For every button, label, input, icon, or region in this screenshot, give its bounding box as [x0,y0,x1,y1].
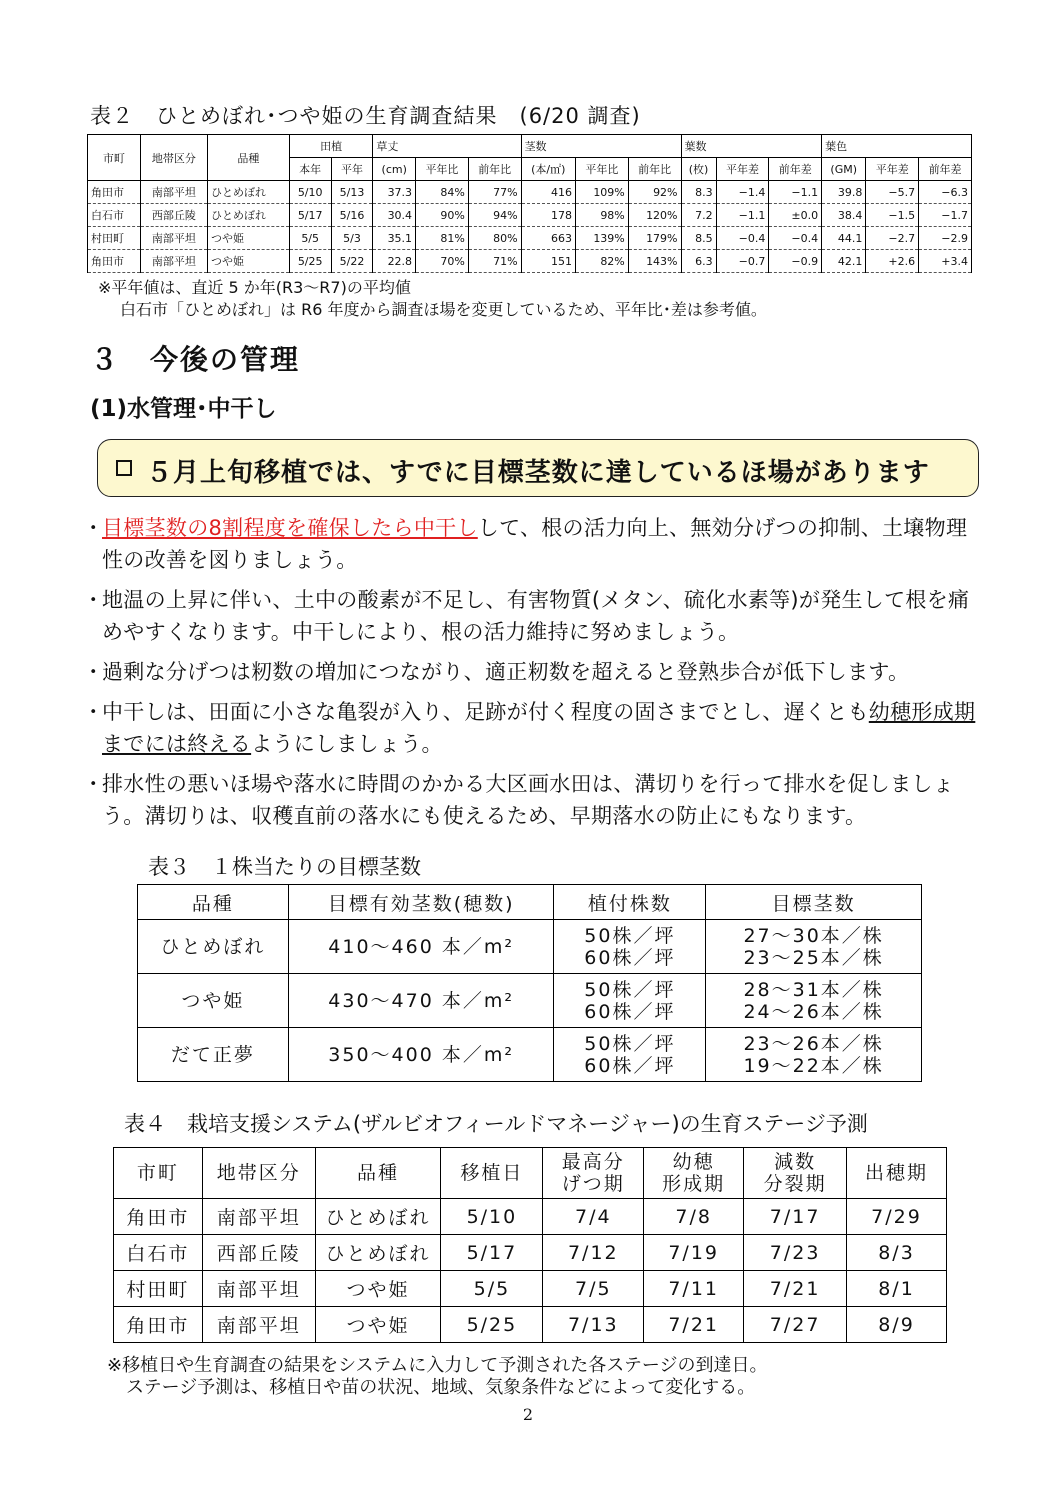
cell-line: 60株／坪 [584,1000,676,1023]
cell: 7/11 [644,1271,744,1307]
table-row [114,1235,947,1271]
list-item [88,656,983,688]
header-city: 市町 [114,1148,203,1199]
cell: 7/13 [543,1307,644,1343]
table-row [138,1028,922,1082]
cell: ひとめぼれ [208,181,290,204]
cell-line: 50株／坪 [584,1032,676,1055]
header-variety: 品種 [138,885,289,920]
cell: −6.3 [919,181,972,204]
cell: 80% [468,227,521,250]
growth-survey-table [87,134,972,273]
header-planting: 田植 [289,135,373,158]
cell: 南部平坦 [202,1271,315,1307]
cell: つや姫 [138,974,289,1028]
bullet-dot: ･ [88,660,99,684]
cell-line: 19～22本／株 [743,1054,884,1077]
cell: 5/3 [331,227,373,250]
cell-line: 23～26本／株 [743,1032,884,1055]
cell: 94% [468,204,521,227]
table-row [88,181,972,204]
cell: −1.7 [919,204,972,227]
cell: 35.1 [373,227,416,250]
header-diff-normal: 平年差 [866,158,919,181]
header-target-stems: 目標茎数 [706,885,922,920]
bullet-dot: ･ [88,772,99,796]
cell: 5/10 [441,1199,543,1235]
cell: 7/5 [543,1271,644,1307]
cell: 8.5 [681,227,716,250]
header-ratio-normal: 平年比 [416,158,469,181]
header-line: 分裂期 [763,1173,827,1195]
cell: 71% [468,250,521,273]
header-zone: 地帯区分 [140,135,207,181]
cell: 南部平坦 [140,250,207,273]
list-item [88,512,983,576]
cell [706,920,922,974]
cell: 白石市 [88,204,141,227]
cell: 角田市 [114,1199,203,1235]
bullet-text-rest: して、根の活力向上、無効分げつの抑制、土壌物理性の改善を図りましょう。 [102,516,968,572]
cell: 5/17 [441,1235,543,1271]
cell: 8/3 [847,1235,947,1271]
header-line: 最高分 [561,1151,625,1173]
cell: −0.9 [769,250,822,273]
cell: −2.9 [919,227,972,250]
bullet-text-post: ようにしましょう。 [251,732,443,756]
list-item [88,768,983,832]
table-row [138,920,922,974]
cell [706,1028,922,1082]
cell: 8.3 [681,181,716,204]
table-row [88,204,972,227]
bullet-text: 排水性の悪いほ場や落水に時間のかかる大区画水田は、溝切りを行って排水を促しましょう。溝切りは、収穫直前の落水にも使えるため、早期落水の防止にもなります。 [102,772,954,828]
header-diff-prev: 前年差 [769,158,822,181]
cell: 7/4 [543,1199,644,1235]
cell: 663 [521,227,575,250]
list-item [88,584,983,648]
cell: 南部平坦 [140,227,207,250]
header-meiosis [744,1148,847,1199]
header-this-year: 本年 [289,158,331,181]
cell-line: 28～31本／株 [743,978,884,1001]
header-line: 減数 [774,1151,817,1173]
cell: 5/17 [289,204,331,227]
cell [554,920,706,974]
cell: つや姫 [208,250,290,273]
page-number: 2 [522,1405,534,1424]
cell-line: 60株／坪 [584,946,676,969]
cell: −1.1 [716,204,769,227]
header-per-m2: (本/㎡) [521,158,575,181]
cell: 南部平坦 [202,1199,315,1235]
cell: 84% [416,181,469,204]
cell [554,974,706,1028]
cell: −1.5 [866,204,919,227]
header-variety: 品種 [315,1148,441,1199]
table2-note-1: ※平年値は、直近 5 か年(R3～R7)の平均値 [98,278,411,297]
table2-note-2: 白石市「ひとめぼれ」は R6 年度から調査ほ場を変更しているため、平年比･差は参考値。 [120,300,767,319]
header-ratio-prev: 前年比 [628,158,681,181]
table3-title: 表３ １株当たりの目標茎数 [148,855,421,879]
bullet-dot: ･ [88,516,99,540]
cell: 38.4 [822,204,866,227]
cell: 角田市 [88,250,141,273]
cell: 5/13 [331,181,373,204]
cell: 5/22 [331,250,373,273]
header-stems: 茎数 [521,135,681,158]
cell: −0.4 [716,227,769,250]
stage-prediction-table [113,1147,947,1343]
cell: 98% [576,204,629,227]
header-max-tiller [543,1148,644,1199]
cell: 7/27 [744,1307,847,1343]
cell: 8/9 [847,1307,947,1343]
cell: 7/17 [744,1199,847,1235]
cell: 5/5 [441,1271,543,1307]
subsection-title: (1)水管理･中干し [90,396,277,422]
cell: −0.4 [769,227,822,250]
cell: ±0.0 [769,204,822,227]
cell: 5/10 [289,181,331,204]
cell: 42.1 [822,250,866,273]
header-diff-normal: 平年差 [716,158,769,181]
header-plants: 植付株数 [554,885,706,920]
checkbox-square-icon [116,460,132,476]
cell-line: 24～26本／株 [743,1000,884,1023]
cell-line: 50株／坪 [584,924,676,947]
section-title: ３ 今後の管理 [90,343,301,376]
header-normal-year: 平年 [331,158,373,181]
cell: ひとめぼれ [208,204,290,227]
cell: 7/23 [744,1235,847,1271]
cell: 7/19 [644,1235,744,1271]
cell: +3.4 [919,250,972,273]
cell: 82% [576,250,629,273]
bullet-text: 過剰な分げつは籾数の増加につながり、適正籾数を超えると登熟歩合が低下します。 [102,660,910,684]
header-ratio-prev: 前年比 [468,158,521,181]
bullet-text: 地温の上昇に伴い、土中の酸素が不足し、有害物質(メタン、硫化水素等)が発生して根を痛めやすくなります。中干しにより、根の活力維持に努めましょう。 [102,588,970,644]
cell [706,974,922,1028]
cell: 92% [628,181,681,204]
callout-text: ５月上旬移植では、すでに目標茎数に達しているほ場があります [146,458,930,488]
cell: ひとめぼれ [315,1235,441,1271]
table-row [88,227,972,250]
cell-line: 60株／坪 [584,1054,676,1077]
header-panicle [644,1148,744,1199]
cell: 7/21 [644,1307,744,1343]
bullet-text [102,512,983,576]
cell: つや姫 [208,227,290,250]
cell: 44.1 [822,227,866,250]
cell: 37.3 [373,181,416,204]
header-line: 幼穂 [672,1151,715,1173]
table2-title: 表２ ひとめぼれ･つや姫の生育調査結果 (6/20 調査) [90,104,641,128]
cell: つや姫 [315,1271,441,1307]
cell: 村田町 [88,227,141,250]
cell: −1.4 [716,181,769,204]
cell-line: 27～30本／株 [743,924,884,947]
table4-title: 表４ 栽培支援システム(ザルビオフィールドマネージャー)の生育ステージ予測 [124,1112,868,1136]
cell: 81% [416,227,469,250]
cell: 南部平坦 [202,1307,315,1343]
cell [554,1028,706,1082]
cell: 22.8 [373,250,416,273]
header-diff-prev: 前年差 [919,158,972,181]
cell-line: 23～25本／株 [743,946,884,969]
cell: ひとめぼれ [138,920,289,974]
bullet-dot: ･ [88,588,99,612]
table-row [114,1307,947,1343]
cell: 5/5 [289,227,331,250]
cell: 8/1 [847,1271,947,1307]
underlined-text: 幼穂形成期までには終える [102,700,976,756]
cell: 7/29 [847,1199,947,1235]
cell: 5/25 [441,1307,543,1343]
cell: 西部丘陵 [202,1235,315,1271]
cell: 白石市 [114,1235,203,1271]
cell: −5.7 [866,181,919,204]
cell: 7/8 [644,1199,744,1235]
table-row [138,974,922,1028]
header-zone: 地帯区分 [202,1148,315,1199]
cell: 7.2 [681,204,716,227]
header-line: げつ期 [561,1173,625,1195]
cell: 70% [416,250,469,273]
header-cm: (cm) [373,158,416,181]
cell: −1.1 [769,181,822,204]
cell: 410～460 本／m² [288,920,554,974]
header-leaves: 葉数 [681,135,822,158]
cell: 143% [628,250,681,273]
cell: +2.6 [866,250,919,273]
target-stems-table [137,884,922,1082]
cell: 村田町 [114,1271,203,1307]
table4-note-2: ステージ予測は、移植日や苗の状況、地域、気象条件などによって変化する。 [126,1377,756,1398]
list-item [88,696,983,760]
table4-note-1: ※移植日や生育調査の結果をシステムに入力して予測された各ステージの到達日。 [107,1355,768,1376]
cell: 90% [416,204,469,227]
bullet-text [102,696,983,760]
cell: 179% [628,227,681,250]
cell: 角田市 [114,1307,203,1343]
cell: ひとめぼれ [315,1199,441,1235]
cell: −0.7 [716,250,769,273]
header-target-effective: 目標有効茎数(穂数) [288,885,554,920]
cell: 430～470 本／m² [288,974,554,1028]
header-color: 葉色 [822,135,972,158]
table-row [114,1271,947,1307]
cell: 109% [576,181,629,204]
bullet-list [88,512,983,840]
cell: 6.3 [681,250,716,273]
cell: 南部平坦 [140,181,207,204]
cell: 5/25 [289,250,331,273]
header-ratio-normal: 平年比 [576,158,629,181]
cell: 151 [521,250,575,273]
cell: 139% [576,227,629,250]
cell: 30.4 [373,204,416,227]
bullet-dot: ･ [88,700,99,724]
cell: 角田市 [88,181,141,204]
cell: だて正夢 [138,1028,289,1082]
table-row [114,1199,947,1235]
cell: 7/21 [744,1271,847,1307]
header-planting: 移植日 [441,1148,543,1199]
header-height: 草丈 [373,135,521,158]
cell: 5/16 [331,204,373,227]
emphasis-text: 目標茎数の8割程度を確保したら中干し [102,516,478,540]
cell-line: 50株／坪 [584,978,676,1001]
header-heading: 出穂期 [847,1148,947,1199]
cell: 39.8 [822,181,866,204]
cell: 350～400 本／m² [288,1028,554,1082]
callout-box [97,439,979,497]
header-sheets: (枚) [681,158,716,181]
cell: 178 [521,204,575,227]
header-city: 市町 [88,135,141,181]
cell: つや姫 [315,1307,441,1343]
header-line: 形成期 [662,1173,726,1195]
cell: 77% [468,181,521,204]
cell: 416 [521,181,575,204]
table-row [88,250,972,273]
cell: −2.7 [866,227,919,250]
header-variety: 品種 [208,135,290,181]
header-gm: (GM) [822,158,866,181]
cell: 120% [628,204,681,227]
cell: 7/12 [543,1235,644,1271]
cell: 西部丘陵 [140,204,207,227]
bullet-text-pre: 中干しは、田面に小さな亀裂が入り、足跡が付く程度の固さまでとし、遅くとも [102,700,869,724]
